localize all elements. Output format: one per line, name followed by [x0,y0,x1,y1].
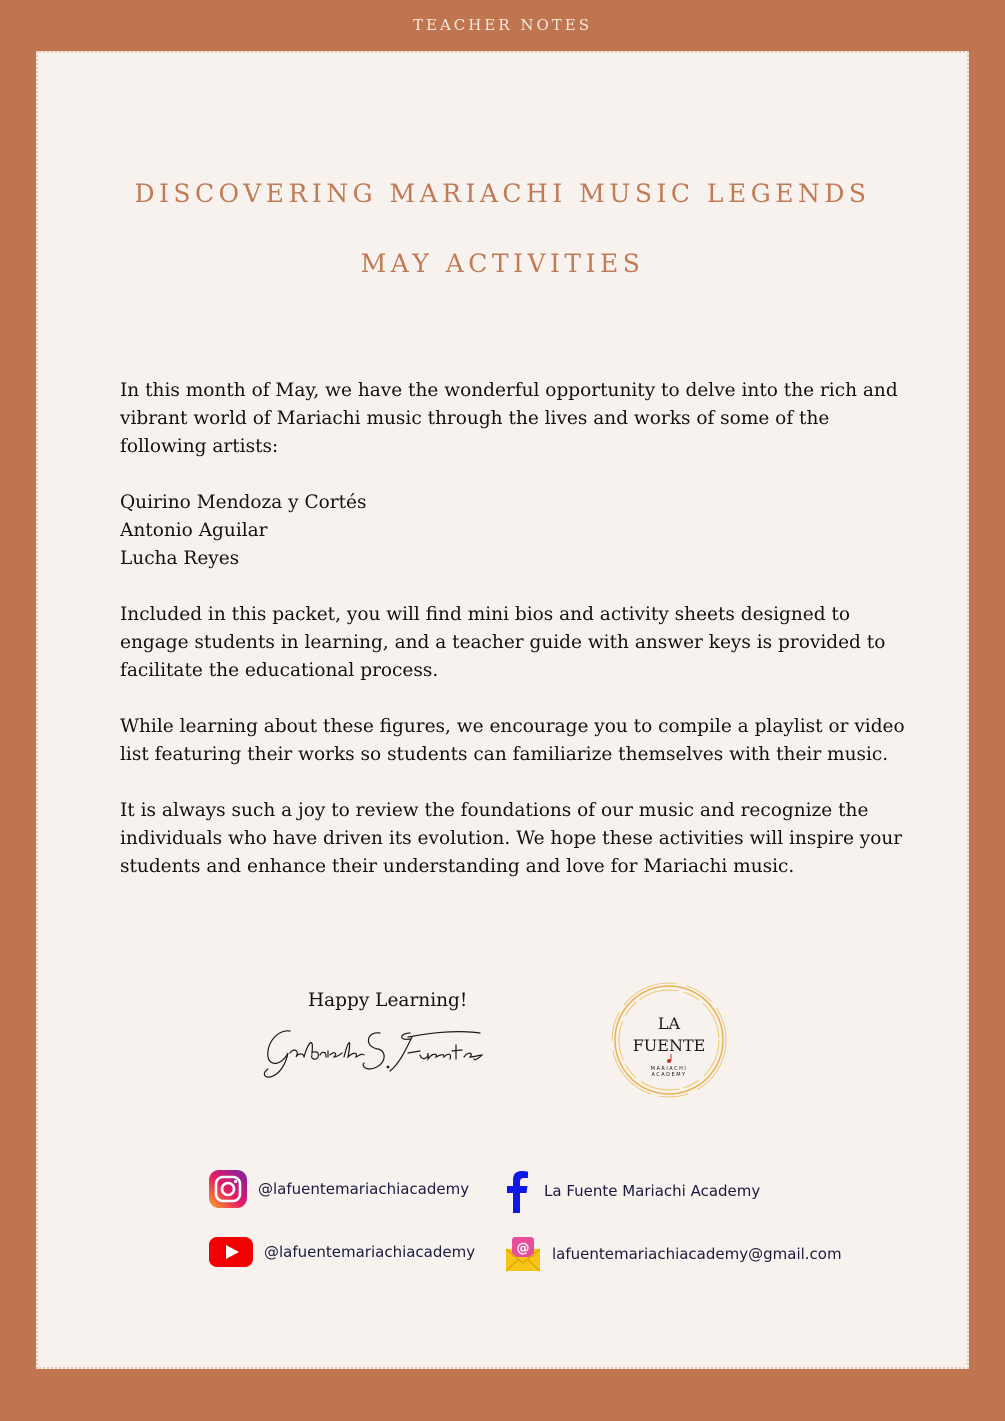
signature-block [260,987,520,1107]
instagram-handle: @lafuentemariachiacademy [258,1180,470,1198]
facebook-icon [504,1169,534,1213]
email-contact[interactable] [504,1235,842,1273]
academy-logo [608,979,730,1101]
closing-paragraph: It is always such a joy to review the foundations of our music and recognize the individuals who have driven its evolution. We hope these activities will inspire your students and enhance their understanding and love for Mariachi music. [120,800,903,877]
youtube-icon [208,1235,254,1269]
letter-body [120,377,910,909]
logo-text-la: LA [657,1014,681,1033]
artist-list [120,489,910,573]
music-note-icon [667,1054,671,1063]
handwritten-signature [260,1023,500,1083]
page-title: DISCOVERING MARIACHI MUSIC LEGENDS [134,179,871,208]
instagram-icon [208,1169,248,1209]
closing-greeting: Happy Learning! [308,990,468,1011]
playlist-paragraph: While learning about these figures, we encourage you to compile a playlist or video list featuring their works so students can familiarize themselves with their music. [120,716,905,765]
logo-text-mariachi: MARIACHI [650,1066,688,1072]
logo-text-fuente: FUENTE [632,1036,706,1055]
artist-item: Antonio Aguilar [120,520,268,541]
letter-sheet [36,51,969,1369]
logo-text-academy: ACADEMY [651,1072,687,1078]
youtube-handle: @lafuentemariachiacademy [264,1243,476,1261]
intro-paragraph: In this month of May, we have the wonderful opportunity to delve into the rich and vibrant world of Mariachi music through the lives and works of some of the following artists: [120,380,898,457]
artist-item: Quirino Mendoza y Cortés [120,492,367,513]
artist-item: Lucha Reyes [120,548,240,569]
youtube-contact[interactable] [208,1235,475,1269]
packet-paragraph: Included in this packet, you will find mini bios and activity sheets designed to engage students in learning, and a teacher guide with answer keys is provided to facilitate the educational process. [120,604,886,681]
facebook-page: La Fuente Mariachi Academy [544,1182,761,1200]
facebook-contact[interactable] [504,1169,760,1213]
email-icon [504,1235,542,1273]
instagram-contact[interactable] [208,1169,469,1209]
header-label: TEACHER NOTES [412,16,592,34]
email-address: lafuentemariachiacademy@gmail.com [552,1245,842,1263]
page-subtitle: MAY ACTIVITIES [360,249,645,278]
svg-text:@: @ [516,1241,530,1256]
